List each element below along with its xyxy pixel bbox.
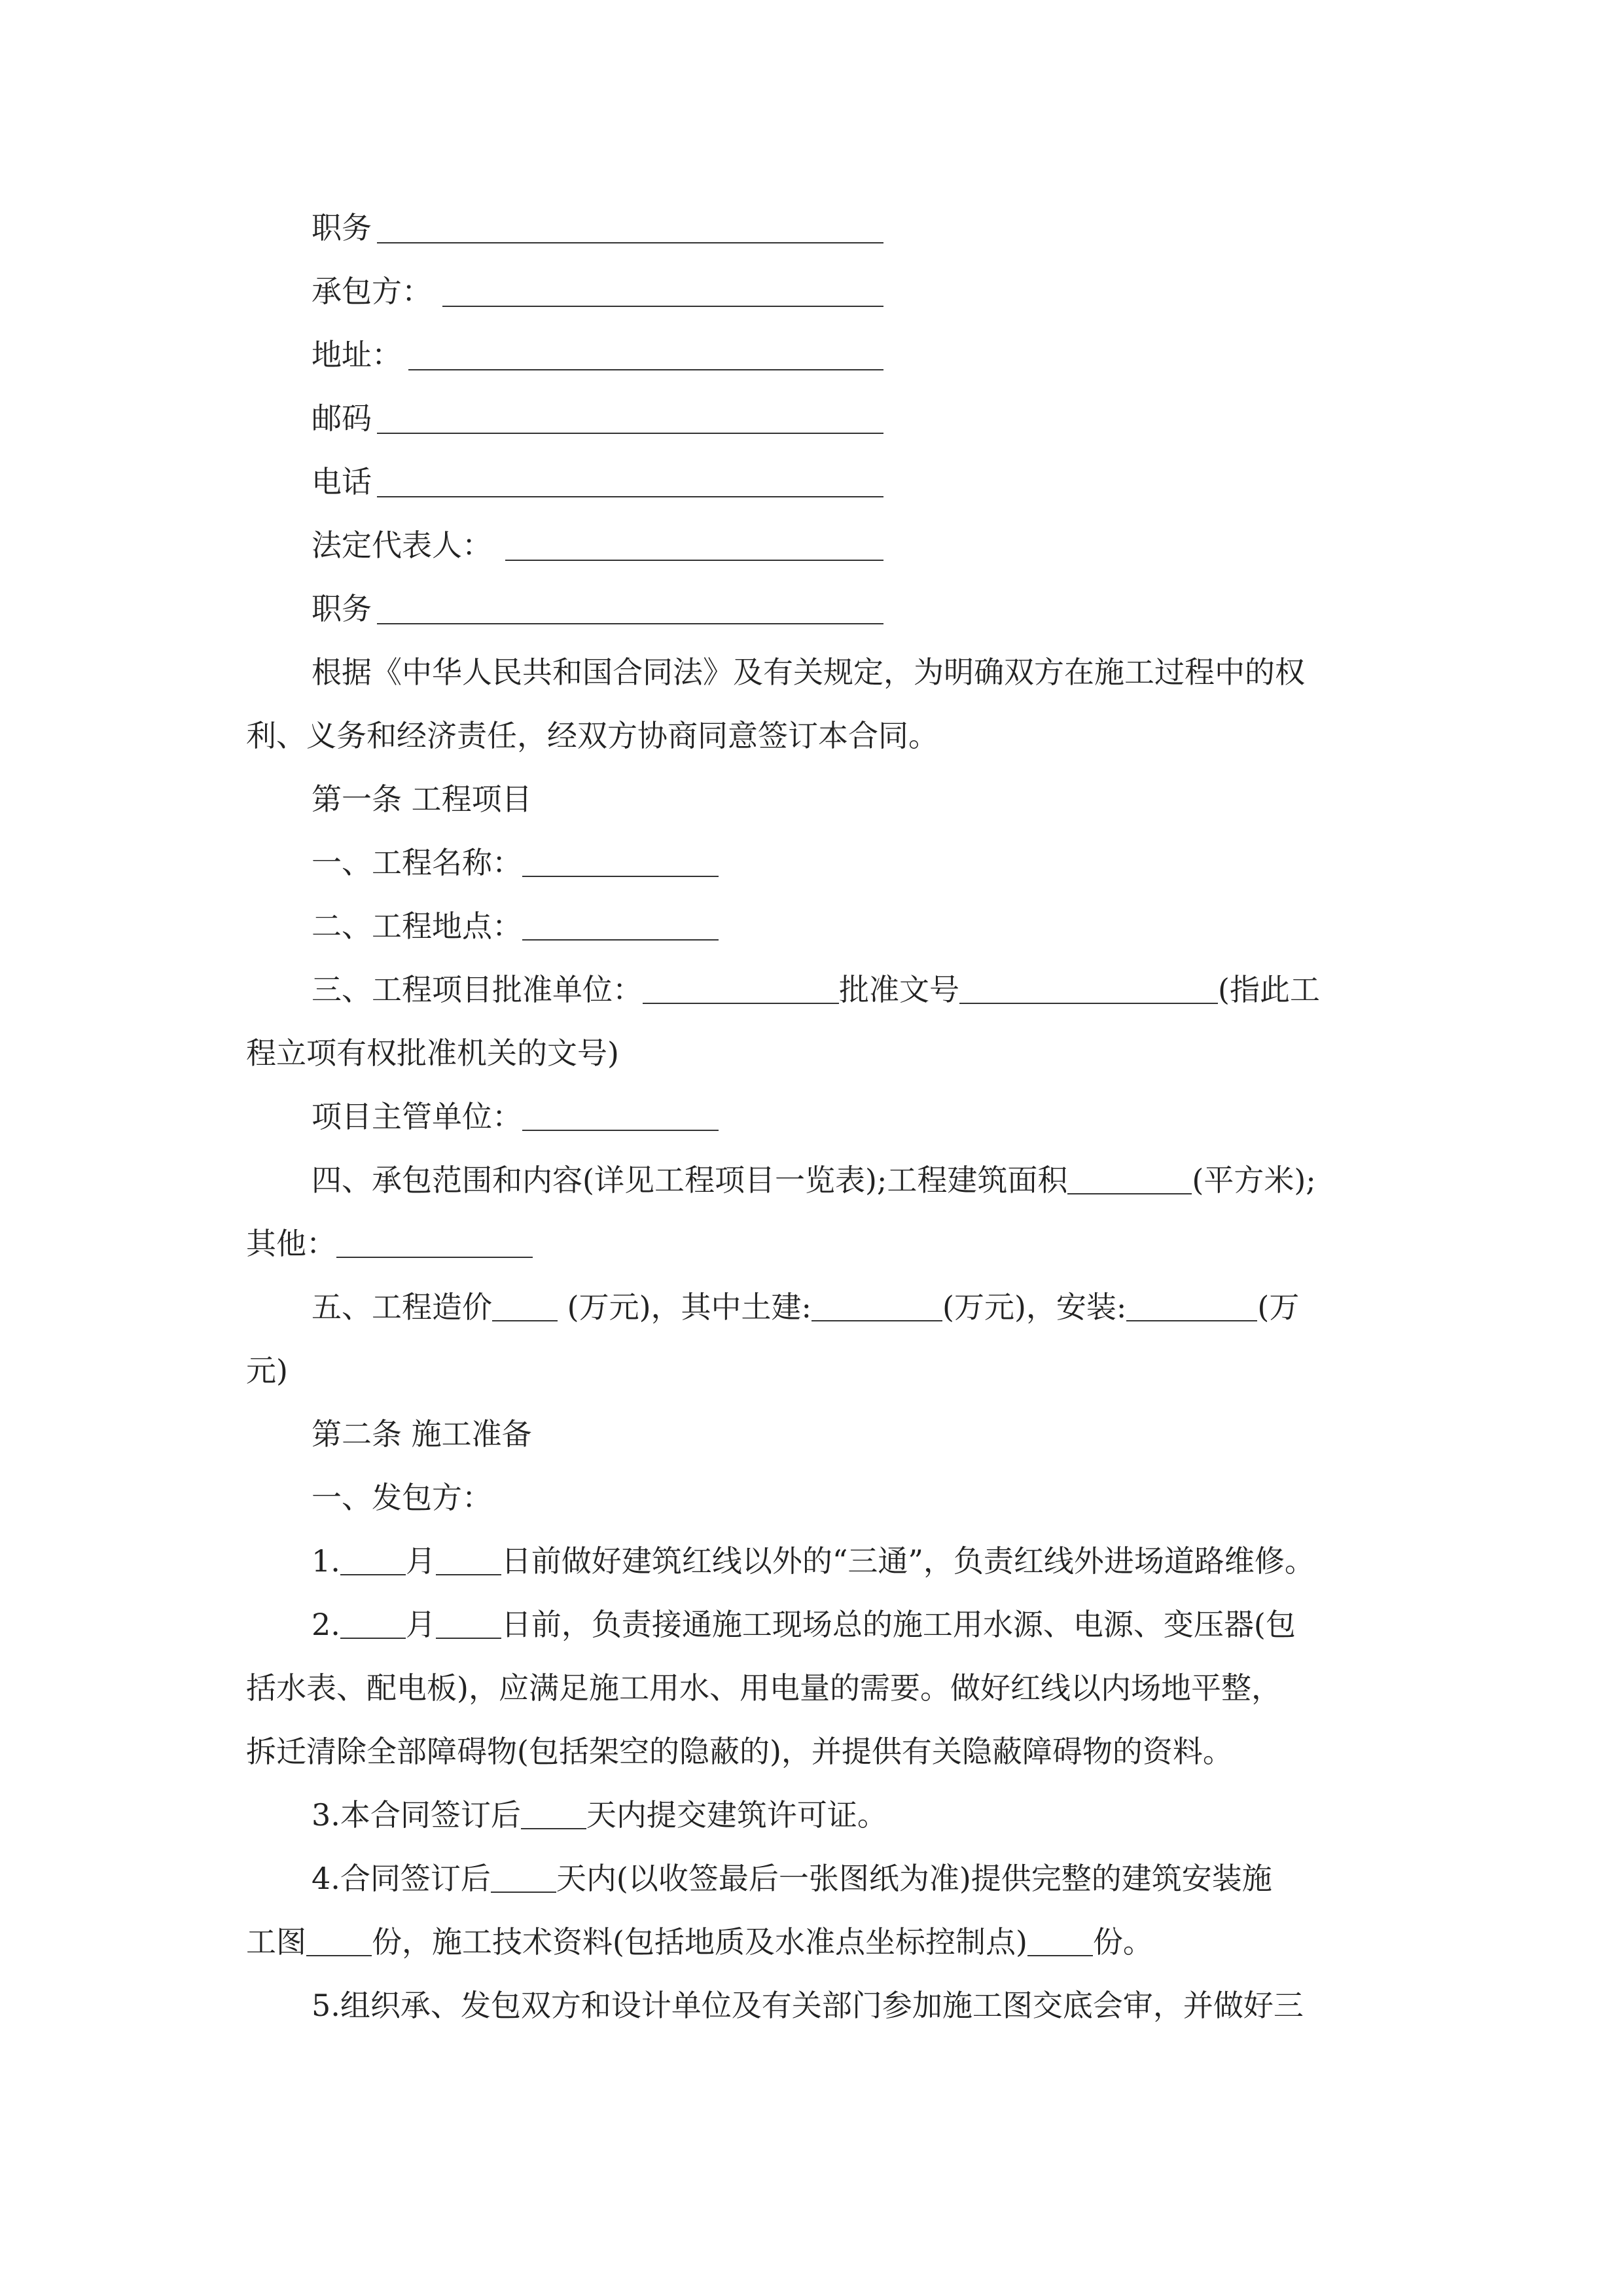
employer-subheading: 一、发包方： <box>312 1480 492 1515</box>
clause-1-month-blank <box>340 1545 406 1575</box>
party-label-contractor: 承包方： <box>312 274 432 309</box>
clause-1-month: 月 <box>405 1543 436 1579</box>
party-label-phone: 电话 <box>312 464 372 499</box>
party-label-postcode: 邮码 <box>312 401 372 436</box>
phone-blank <box>377 496 883 497</box>
clause-2 <box>312 1604 1385 1645</box>
clause-1 <box>312 1541 1385 1581</box>
project-name-label: 一、工程名称： <box>312 845 522 880</box>
item-supervisor <box>312 1096 1385 1137</box>
approval-doc-blank <box>959 974 1218 1004</box>
intro-line-2: 利、义务和经济责任，经双方协商同意签订本合同。 <box>246 718 938 753</box>
item-project-name <box>312 842 1385 883</box>
clause-2-day-blank <box>436 1609 501 1639</box>
project-location-label: 二、工程地点： <box>312 908 522 944</box>
clause-4-text: 4.合同签订后 <box>312 1861 491 1896</box>
civil-label: (万元)，其中土建: <box>558 1289 812 1325</box>
area-unit: (平方米); <box>1192 1162 1316 1198</box>
cost-unit-continued: 元) <box>246 1353 288 1388</box>
clause-4-drawings-blank <box>306 1926 372 1956</box>
item-other <box>246 1223 1385 1264</box>
clause-3-days-blank <box>521 1799 586 1829</box>
clause-4-docs-unit: 份。 <box>1092 1924 1153 1960</box>
postcode-blank <box>377 433 883 434</box>
cost-blank <box>492 1291 558 1321</box>
install-blank <box>1126 1291 1257 1321</box>
position-2-blank <box>377 623 883 624</box>
clause-4 <box>312 1858 1385 1899</box>
clause-4-docs-label: 份，施工技术资料(包括地质及水准点坐标控制点) <box>372 1924 1027 1960</box>
clause-3-text-end: 天内提交建筑许可证。 <box>586 1797 887 1833</box>
intro-line-1: 根据《中华人民共和国合同法》及有关规定，为明确双方在施工过程中的权 <box>312 655 1305 690</box>
clause-2-text: 日前，负责接通施工现场总的施工用水源、电源、变压器(包 <box>501 1607 1296 1642</box>
item-scope <box>312 1160 1385 1200</box>
approval-doc-label: 批准文号 <box>839 972 959 1007</box>
clause-4-drawings-label: 工图 <box>246 1924 306 1960</box>
other-label: 其他： <box>246 1226 336 1261</box>
clause-2-line-2: 括水表、配电板)，应满足施工用水、用电量的需要。做好红线以内场地平整， <box>246 1670 1281 1706</box>
item-approval <box>312 969 1385 1010</box>
clause-2-month-blank <box>340 1609 406 1639</box>
party-label-position: 职务 <box>312 210 372 245</box>
article-1-heading: 第一条 工程项目 <box>312 781 532 817</box>
clause-3-text: 3.本合同签订后 <box>312 1797 521 1833</box>
approval-note-continued: 程立项有权批准机关的文号) <box>246 1035 619 1071</box>
clause-2-month: 月 <box>405 1607 436 1642</box>
clause-4-days-blank <box>491 1863 556 1893</box>
article-2-heading: 第二条 施工准备 <box>312 1416 532 1452</box>
clause-3 <box>312 1795 1385 1835</box>
area-blank <box>1067 1164 1192 1194</box>
clause-5: 5.组织承、发包双方和设计单位及有关部门参加施工图交底会审，并做好三 <box>312 1988 1304 2023</box>
project-location-blank <box>522 910 719 941</box>
clause-1-day-blank <box>436 1545 501 1575</box>
approval-unit-label: 三、工程项目批准单位： <box>312 972 643 1007</box>
clause-2-line-3: 拆迁清除全部障碍物(包括架空的隐蔽的)，并提供有关隐蔽障碍物的资料。 <box>246 1734 1233 1769</box>
supervisor-label: 项目主管单位： <box>312 1099 522 1134</box>
item-project-location <box>312 906 1385 946</box>
scope-label: 四、承包范围和内容(详见工程项目一览表);工程建筑面积 <box>312 1162 1068 1198</box>
legal-rep-blank <box>505 560 883 561</box>
contractor-blank <box>442 306 883 307</box>
approval-note: (指此工 <box>1218 972 1320 1007</box>
address-blank <box>408 369 883 370</box>
item-cost <box>312 1287 1385 1327</box>
clause-4-text-end: 天内(以收签最后一张图纸为准)提供完整的建筑安装施 <box>556 1861 1272 1896</box>
party-label-legal-rep: 法定代表人： <box>312 528 492 563</box>
clause-1-text: 日前做好建筑红线以外的“三通”，负责红线外进场道路维修。 <box>501 1543 1315 1579</box>
approval-unit-blank <box>643 974 839 1004</box>
party-label-position-2: 职务 <box>312 591 372 626</box>
civil-blank <box>812 1291 942 1321</box>
clause-4-docs-blank <box>1027 1926 1093 1956</box>
project-name-blank <box>522 847 719 877</box>
cost-label: 五、工程造价 <box>312 1289 492 1325</box>
install-label: (万元)，安装: <box>942 1289 1127 1325</box>
clause-1-number: 1. <box>312 1543 340 1579</box>
supervisor-blank <box>522 1101 719 1131</box>
other-blank <box>336 1228 533 1258</box>
clause-4-line-2 <box>246 1922 1385 1962</box>
install-unit: (万 <box>1257 1289 1300 1325</box>
position-blank <box>377 242 883 243</box>
party-label-address: 地址： <box>312 337 402 372</box>
clause-2-number: 2. <box>312 1607 340 1642</box>
